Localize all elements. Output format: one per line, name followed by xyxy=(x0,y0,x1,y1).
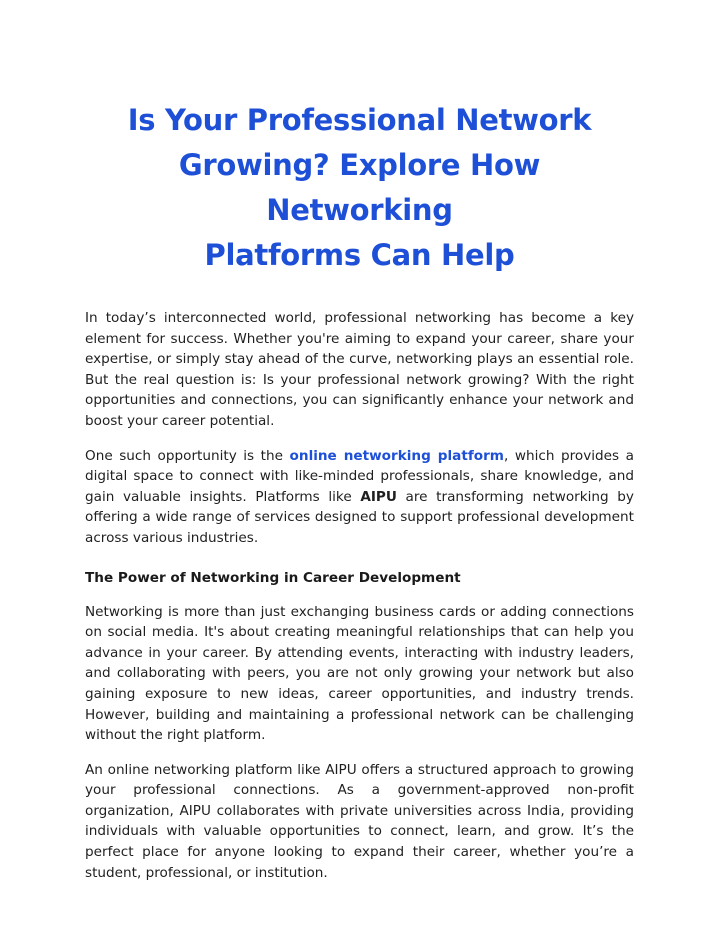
title-line-2: Growing? Explore How Networking xyxy=(178,148,541,227)
aipu-bold-text: AIPU xyxy=(360,488,397,505)
title-line-1: Is Your Professional Network xyxy=(127,103,592,137)
section-heading: The Power of Networking in Career Development xyxy=(85,569,461,586)
online-networking-platform-link[interactable]: online networking platform xyxy=(289,447,504,464)
intro-paragraph: In today’s interconnected world, professional networking has become a key element for success. Whether you're aiming to expand your career, share your expertise, or simply stay ahead of the curve, networking plays an essential role. But the real question is: Is your professional network growing? With the right opportunities and connections, you can significantly enhance your network and boost your career potential. xyxy=(85,310,634,429)
opportunity-paragraph xyxy=(85,446,634,549)
document-page xyxy=(85,98,634,883)
power-paragraph: Networking is more than just exchanging business cards or adding connections on social media. It's about creating meaningful relationships that can help you advance in your career. By attending events, interacting with industry leaders, and collaborating with peers, you are not only growing your network but also gaining exposure to new ideas, career opportunities, and industry trends. However, building and maintaining a professional network can be challenging without the right platform. xyxy=(85,603,634,744)
page-title xyxy=(85,98,634,278)
opportunity-text-3: are transforming networking by offering a wide range of services designed to support professional development across various industries. xyxy=(85,488,634,546)
opportunity-text-1: One such opportunity is the xyxy=(85,447,290,464)
opportunity-text-2: , which provides a digital space to connect with like-minded professionals, share knowledge, and gain valuable insights. Platforms like xyxy=(85,447,634,505)
aipu-paragraph: An online networking platform like AIPU offers a structured approach to growing your professional connections. As a government-approved non-profit organization, AIPU collaborates with private universities across India, providing individuals with valuable opportunities to connect, learn, and grow. It’s the perfect place for anyone looking to expand their career, whether you’re a student, professional, or institution. xyxy=(85,761,634,881)
title-line-3: Platforms Can Help xyxy=(204,238,515,272)
